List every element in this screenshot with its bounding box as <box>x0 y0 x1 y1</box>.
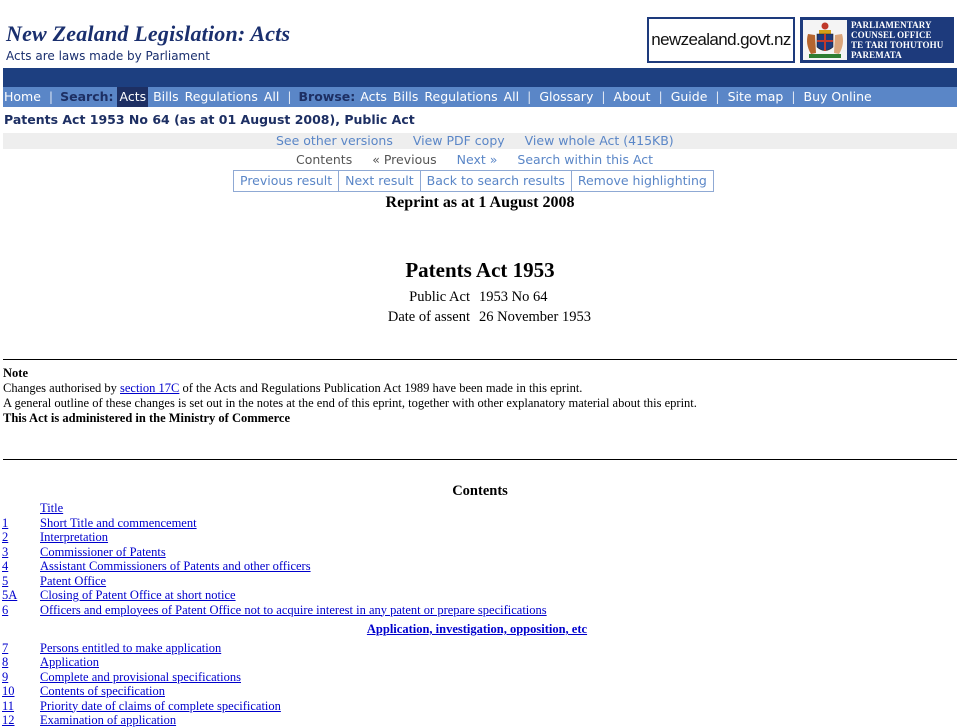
public-act-label: Public Act <box>409 289 470 305</box>
toc-section-number[interactable]: 1 <box>2 515 9 530</box>
nav-about[interactable]: About <box>613 89 651 104</box>
toc-row <box>2 655 952 670</box>
toc-section-number[interactable]: 11 <box>2 698 15 713</box>
toc-section-link[interactable]: Interpretation <box>40 530 109 544</box>
view-whole-act-link[interactable]: View whole Act (415KB) <box>524 133 674 148</box>
see-other-versions-link[interactable]: See other versions <box>276 133 393 148</box>
toc-row <box>2 516 952 531</box>
nav-site-map[interactable]: Site map <box>727 89 784 104</box>
toc-section-number[interactable]: 2 <box>2 530 9 544</box>
toc-row <box>2 684 952 699</box>
toc-section-link[interactable]: Application <box>40 655 100 669</box>
search-result-navigation <box>233 170 714 192</box>
toc-section-link[interactable]: Commissioner of Patents <box>40 544 166 559</box>
toc-group-link[interactable]: Application, investigation, opposition, etc <box>366 622 588 636</box>
site-subtitle: Acts are laws made by Parliament <box>6 49 210 63</box>
toc-row <box>2 603 952 618</box>
note-line-1: Changes authorised by section 17C of the Acts and Regulations Publication Act 1989 have been made in this eprint. <box>3 381 583 395</box>
pco-logo-text: PARLIAMENTARY COUNSEL OFFICE TE TARI TOHUTOHU PAREMATA <box>851 20 944 60</box>
divider <box>3 359 957 360</box>
nav-separator: | <box>527 89 532 104</box>
divider <box>3 459 957 460</box>
nav-home[interactable]: Home <box>4 89 41 104</box>
toc-row <box>2 530 952 545</box>
toc-section-link[interactable]: Complete and provisional specifications <box>40 669 241 684</box>
act-metadata <box>380 287 591 327</box>
toc-section-link[interactable]: Priority date of claims of complete specification <box>40 698 281 713</box>
pco-logo[interactable] <box>800 17 954 63</box>
nav-separator: | <box>48 89 54 104</box>
nav-separator: | <box>601 89 606 104</box>
search-within-act-link[interactable]: Search within this Act <box>517 152 654 167</box>
toc-section-link[interactable]: Patent Office <box>40 573 107 588</box>
toc-section-link[interactable]: Officers and employees of Patent Office not to acquire interest in any patent or prepare specifications <box>40 602 547 617</box>
nav-search-acts[interactable]: Acts <box>117 87 148 107</box>
table-of-contents <box>2 501 952 728</box>
toc-section-number[interactable]: 4 <box>2 559 9 573</box>
toc-section-number[interactable]: 6 <box>2 602 9 617</box>
coat-of-arms-icon <box>803 20 847 60</box>
date-of-assent-label: Date of assent <box>387 309 470 325</box>
nav-browse-bills[interactable]: Bills <box>392 89 419 104</box>
toc-section-link[interactable]: Assistant Commissioners of Patents and other officers <box>40 559 311 573</box>
newzealand-govt-logo[interactable] <box>647 17 795 63</box>
back-to-search-results-button[interactable]: Back to search results <box>421 171 572 191</box>
toc-row <box>2 559 952 574</box>
nav-separator: | <box>791 89 796 104</box>
toc-title-link[interactable]: Title <box>40 501 64 515</box>
toc-section-link[interactable]: Closing of Patent Office at short notice <box>40 588 236 602</box>
nav-search-label: Search: <box>60 89 114 104</box>
note-heading: Note <box>3 366 28 380</box>
toc-row <box>2 699 952 714</box>
toc-section-number[interactable]: 3 <box>2 544 9 559</box>
nz-logo-text: newzealand.govt.nz <box>651 30 791 49</box>
date-of-assent-value: 26 November 1953 <box>479 309 591 325</box>
toc-row <box>2 545 952 560</box>
act-title: Patents Act 1953 <box>405 258 555 282</box>
site-header <box>0 0 960 67</box>
toc-row <box>2 501 952 516</box>
toc-row <box>2 670 952 685</box>
previous-result-button[interactable]: Previous result <box>234 171 339 191</box>
next-link[interactable]: Next » <box>456 152 498 167</box>
main-navigation <box>3 87 957 107</box>
nav-browse-all[interactable]: All <box>503 89 520 104</box>
document-title: Patents Act 1953 No 64 (as at 01 August 2008), Public Act <box>4 112 415 127</box>
view-pdf-link[interactable]: View PDF copy <box>412 133 505 148</box>
public-act-value: 1953 No 64 <box>479 289 548 305</box>
top-banner-bar <box>3 68 957 87</box>
toc-section-link[interactable]: Persons entitled to make application <box>40 640 222 655</box>
document-navigation <box>296 152 669 167</box>
toc-section-number[interactable]: 5A <box>2 588 18 602</box>
toc-section-number[interactable]: 10 <box>2 684 15 698</box>
toc-section-number[interactable]: 9 <box>2 669 9 684</box>
toc-list <box>2 516 952 618</box>
nav-buy-online[interactable]: Buy Online <box>803 89 872 104</box>
nav-browse-regulations[interactable]: Regulations <box>424 89 498 104</box>
toc-row <box>2 574 952 589</box>
nav-browse-label: Browse: <box>298 89 356 104</box>
next-result-button[interactable]: Next result <box>339 171 420 191</box>
administered-by: This Act is administered in the Ministry of Commerce <box>3 411 291 425</box>
nav-separator: | <box>658 89 663 104</box>
nav-guide[interactable]: Guide <box>670 89 708 104</box>
toc-row <box>2 588 952 603</box>
site-title[interactable]: New Zealand Legislation: Acts <box>6 21 291 46</box>
nav-glossary[interactable]: Glossary <box>539 89 594 104</box>
toc-section-number[interactable]: 7 <box>2 640 9 655</box>
document-tools-bar <box>3 133 957 149</box>
toc-row <box>2 641 952 656</box>
remove-highlighting-button[interactable]: Remove highlighting <box>577 173 707 188</box>
toc-row <box>2 713 952 728</box>
nav-separator: | <box>715 89 720 104</box>
toc-section-link[interactable]: Examination of application <box>40 713 177 727</box>
toc-section-number[interactable]: 8 <box>2 655 9 669</box>
section-17c-link[interactable]: section 17C <box>120 381 180 395</box>
note-line-2: A general outline of these changes is set out in the notes at the end of this eprint, together with other explanatory material about this eprint. <box>3 396 697 410</box>
toc-section-number[interactable]: 5 <box>2 573 9 588</box>
toc-section-link[interactable]: Contents of specification <box>40 684 165 698</box>
nav-browse-acts[interactable]: Acts <box>360 89 387 104</box>
previous-label: « Previous <box>372 152 437 167</box>
nav-search-bills[interactable]: Bills <box>153 89 179 104</box>
reprint-heading: Reprint as at 1 August 2008 <box>385 194 575 211</box>
toc-list <box>2 641 952 728</box>
nav-separator: | <box>287 89 292 104</box>
toc-group-heading <box>2 622 952 637</box>
contents-heading: Contents <box>452 483 508 499</box>
toc-section-number[interactable]: 12 <box>2 713 15 727</box>
nav-search-regulations[interactable]: Regulations <box>184 89 258 104</box>
contents-label: Contents <box>296 152 353 167</box>
toc-section-link[interactable]: Short Title and commencement <box>40 515 197 530</box>
nav-search-all[interactable]: All <box>263 89 280 104</box>
note-section <box>3 366 697 426</box>
